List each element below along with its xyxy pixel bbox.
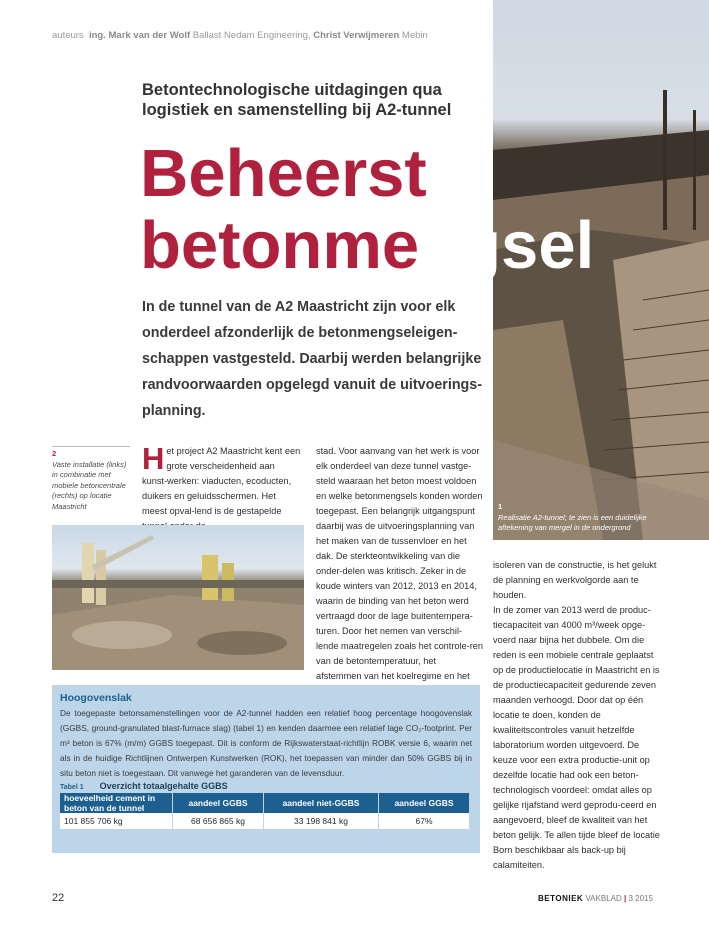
concrete-plant-photo	[52, 525, 304, 670]
caption-2-text: Vaste installatie (links) in combinatie met mobiele betoncentrale (rechts) op locatie Maastricht	[52, 459, 127, 511]
table-label: Tabel 1	[60, 784, 84, 791]
table-cell: 68 656 865 kg	[173, 813, 264, 829]
footer-brand	[538, 894, 653, 903]
body-column-3-para2: In de zomer van 2013 werd de produc-tiecapaciteit van 4000 m³/week opge-voerd naar bijna het dubbele. Om die reden is een mobiele centrale geplaatst op de productielocatie in Maastricht en is de productiecapaciteit gedurende zeven maanden verhoogd. Door dat op één locatie te doen, konden de kwaliteitscontroles vanuit hetzelfde laboratorium worden uitgevoerd. De keuze voor een extra productie-unit op dezelfde locatie had ook een beton-technologisch voordeel: omdat alles op gelijke rijafstand werd geprodu-ceerd en aangevoerd, bleef de kwaliteit van het beton gelijk. Te allen tijde bleef de locatie Born beschikbaar als back-up bij calamiteiten.	[493, 605, 660, 870]
headline-part-red: betonme	[140, 208, 420, 283]
table-header-cell: aandeel GGBS	[173, 793, 264, 813]
table-header-cell: hoeveelheid cement in beton van de tunnel	[60, 793, 173, 813]
headline-part-white: ngsel	[419, 208, 595, 283]
body-column-1	[142, 441, 302, 534]
lead-paragraph: In de tunnel van de A2 Maastricht zijn voor elk onderdeel afzonderlijk de betonmengseleigen-schappen vastgesteld. Daarbij werden belangrijke randvoorwaarden opgelegd vanuit de uitvoerings-planning.	[142, 299, 482, 419]
sidebar-box	[52, 685, 480, 853]
table-cell: 101 855 706 kg	[60, 813, 173, 829]
body-column-3-para1: isoleren van de constructie, is het gelukt de planning en werkvolgorde aan te houden.	[493, 560, 657, 600]
authors-label: auteurs	[52, 30, 84, 41]
magazine-name: VAKBLAD	[585, 894, 622, 903]
table-cell: 33 198 841 kg	[264, 813, 379, 829]
issue-year: 2015	[635, 894, 653, 903]
magazine-logo: BETONIEK	[538, 894, 584, 903]
author1-org: Ballast Nedam Engineering,	[192, 30, 311, 41]
author1-name: ing. Mark van der Wolf	[88, 30, 191, 41]
sidebar-text: De toegepaste betonsamenstellingen voor de A2-tunnel hadden een relatief hoog percentage hoogovenslak (GGBS, ground-granulated blast-furnace slag) (tabel 1) en kenden daarmee een relatief lage CO₂-footprint. Per m³ beton is 67% (m/m) GGBS toegepast. Dit is conform de Rijkswaterstaat-richtlijn ROBK versie 6, waarin net als in de huidige Richtlijnen Ontwerpen Kunstwerken (ROK), het toepassen van minder dan 50% GGBS bij in situ beton niet is toegestaan. Dit vanwege het garanderen van de levensduur.	[60, 708, 472, 778]
concrete-plant-illustration	[52, 525, 304, 670]
author-line	[52, 30, 428, 41]
ggbs-table	[60, 793, 470, 829]
caption-1-number: 1	[498, 502, 503, 511]
table-row	[60, 813, 470, 829]
author2-org: Mebin	[401, 30, 428, 41]
table-header-row	[60, 793, 470, 813]
table-header-cell: aandeel niet-GGBS	[264, 793, 379, 813]
caption-2	[52, 446, 130, 512]
sidebar-title: Hoogovenslak	[60, 692, 132, 704]
issue-number: 3	[628, 894, 633, 903]
caption-1	[498, 502, 648, 534]
headline-line2	[140, 208, 595, 283]
author2-name: Christ Verwijmeren	[313, 30, 400, 41]
caption-1-text: Realisatie A2-tunnel; te zien is een duidelijke aftekening van mergel in de ondergrond	[498, 512, 647, 532]
table-caption	[60, 781, 228, 791]
page-number: 22	[52, 892, 65, 904]
drop-cap: H	[142, 441, 165, 476]
table-cell: 67%	[378, 813, 469, 829]
table-header-cell: aandeel GGBS	[378, 793, 469, 813]
body-column-1-text: et project A2 Maastricht kent een grote verscheidenheid aan kunst-werken: viaducten, ecoducten, duikers en geluidsschermen. Het meest opval-lend is de gestapelde	[142, 446, 301, 516]
table-title: Overzicht totaalgehalte GGBS	[99, 781, 228, 791]
caption-2-number: 2	[52, 449, 57, 458]
article-kicker: Betontechnologische uitdagingen qua logistiek en samenstelling bij A2-tunnel	[142, 81, 452, 119]
footer-separator: |	[623, 894, 627, 903]
body-column-2: stad. Voor aanvang van het werk is voor elk onderdeel van deze tunnel vastge-steld waaraan het beton moest voldoen en welke betonmengsels konden worden toegepast. Een belangrijk uitgangspunt daarbij was de uitvoeringsplanning van het maken van de tussenvloer en het dak. De sterkteontwikkeling van die onder-delen was kritisch. Zeker in de koude winters van 2012, 2013 en 2014, waarin de binding van het beton werd vertraagd door de lage buitentempera-turen. Door het nemen van verschil-lende maatregelen zoals het controle-ren van de betontemperatuur, het afstemmen van het koelregime en het	[316, 446, 484, 681]
headline-line1: Beheerst	[140, 136, 427, 211]
body-column-3	[493, 558, 663, 873]
